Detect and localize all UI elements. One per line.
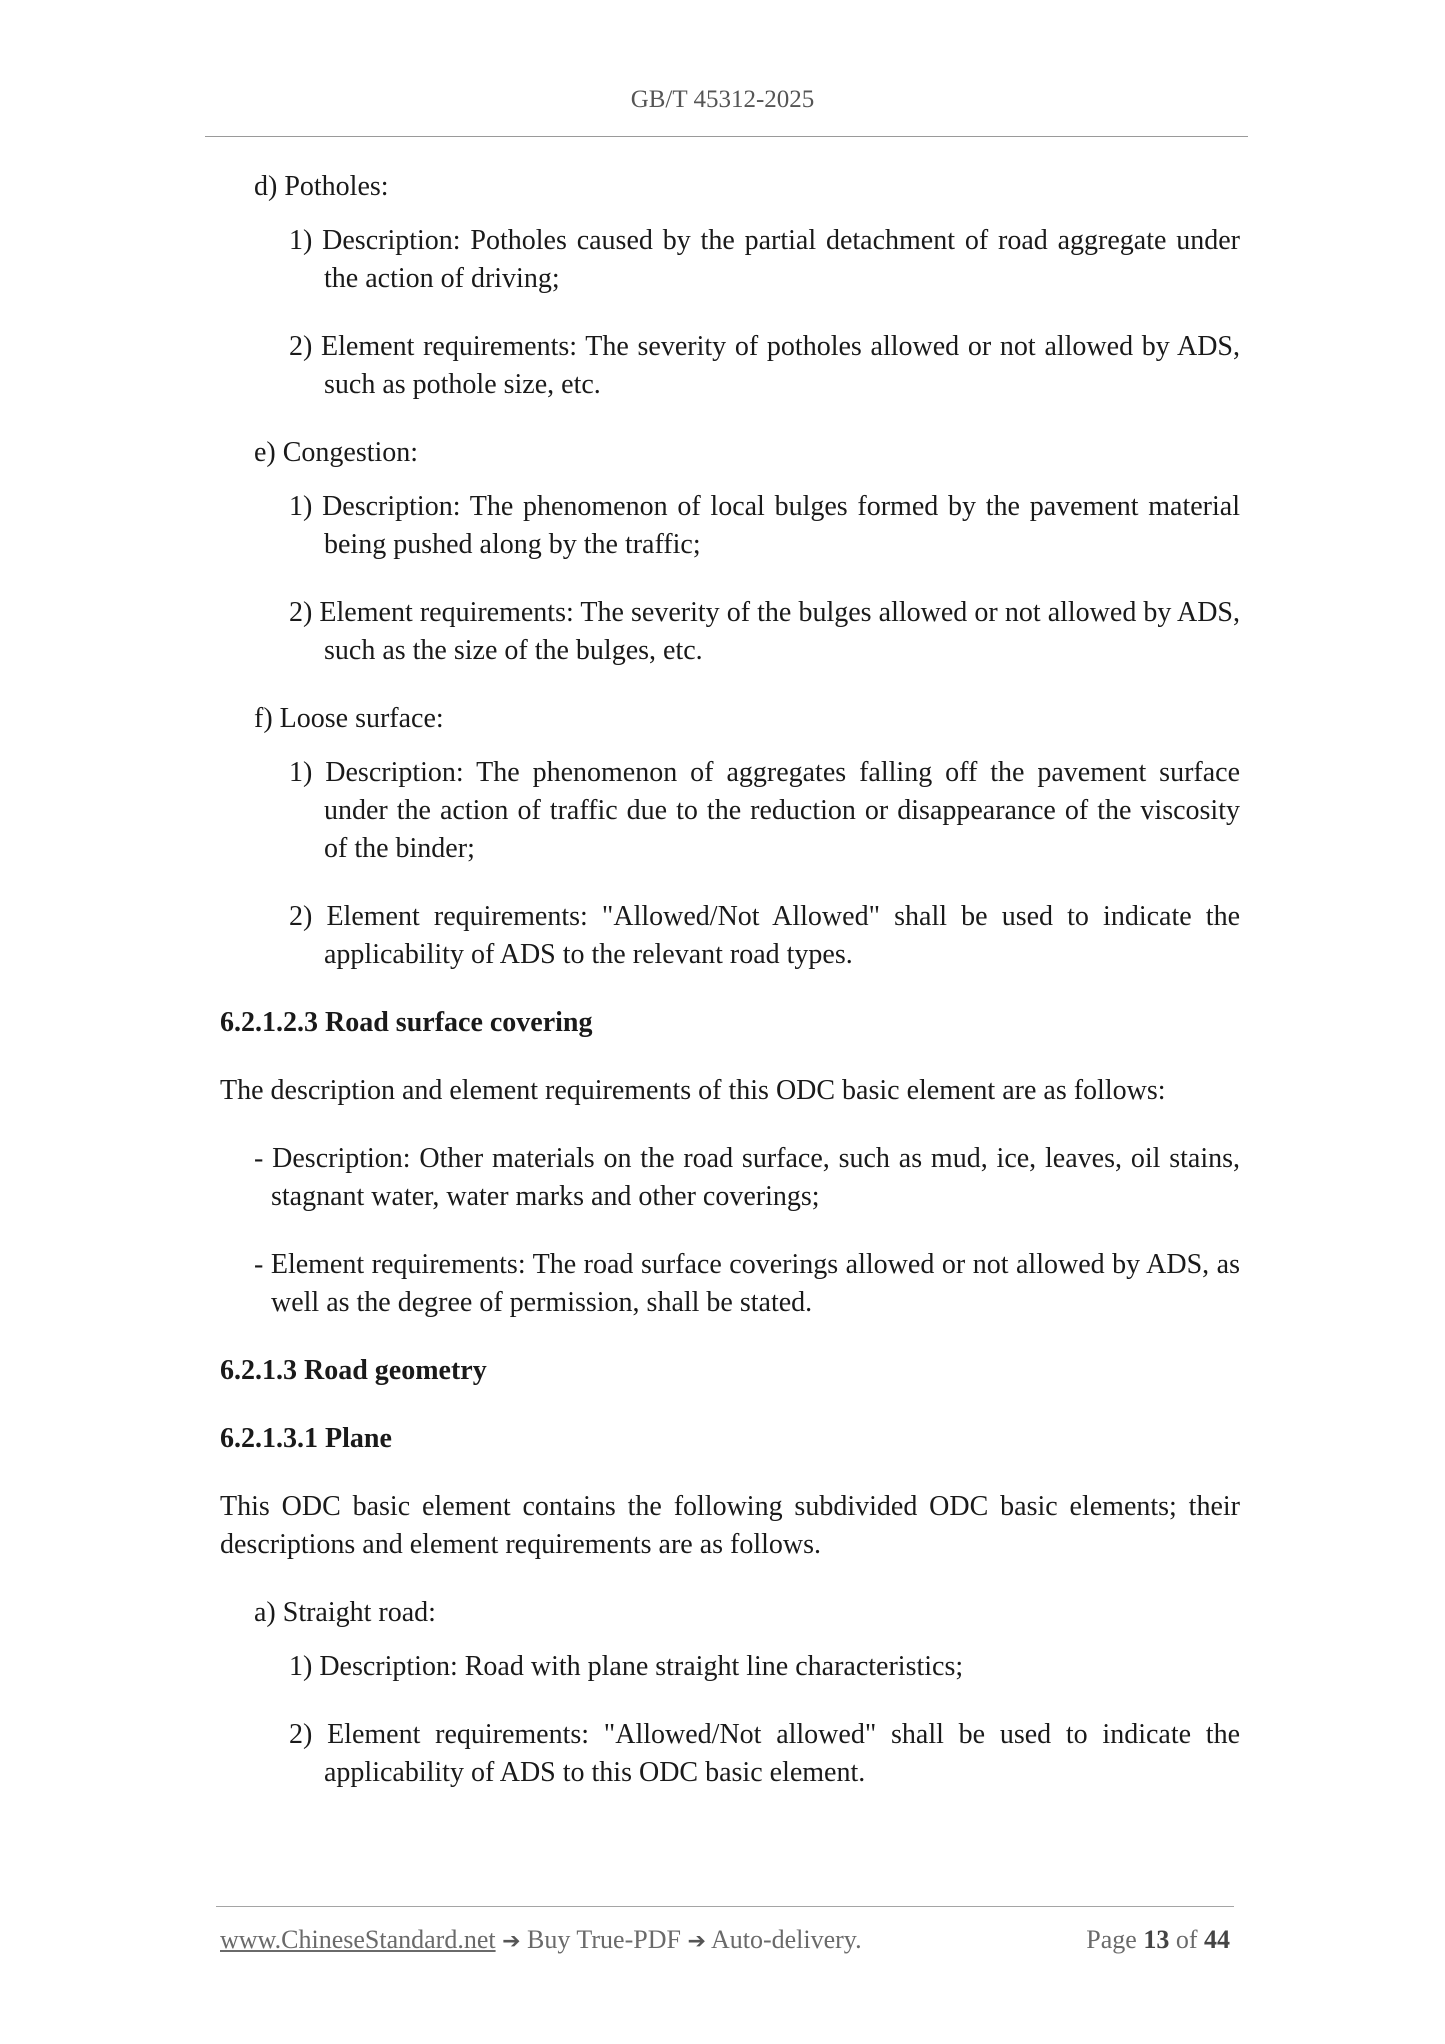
congestion-description: 1) Description: The phenomenon of local bulges formed by the pavement material being pushed along by the traffic; <box>289 491 1240 560</box>
congestion-title: e) Congestion: <box>254 437 419 468</box>
congestion-requirements: 2) Element requirements: The severity of the bulges allowed or not allowed by ADS, such as the size of the bulges, etc. <box>289 597 1240 666</box>
footer-divider <box>216 1906 1234 1907</box>
potholes-description: 1) Description: Potholes caused by the partial detachment of road aggregate under the action of driving; <box>289 225 1240 294</box>
road-surface-covering-description: - Description: Other materials on the road surface, such as mud, ice, leaves, oil stains, stagnant water, water marks and other coverings; <box>254 1143 1240 1212</box>
section-heading-plane: 6.2.1.3.1 Plane <box>220 1423 392 1454</box>
road-surface-covering-requirements: - Element requirements: The road surface coverings allowed or not allowed by ADS, as well as the degree of permission, shall be stated. <box>254 1249 1240 1318</box>
potholes-title: d) Potholes: <box>254 171 389 202</box>
straight-road-title: a) Straight road: <box>254 1597 436 1628</box>
plane-intro: This ODC basic element contains the following subdivided ODC basic elements; their descriptions and element requirements are as follows. <box>220 1491 1240 1560</box>
of-word: of <box>1175 1925 1198 1954</box>
loose-surface-title: f) Loose surface: <box>254 703 444 734</box>
header-standard-code: GB/T 45312-2025 <box>630 86 815 113</box>
section-heading-road-surface-covering: 6.2.1.2.3 Road surface covering <box>220 1007 593 1038</box>
page-content <box>220 168 1240 1792</box>
page-word: Page <box>1086 1925 1137 1954</box>
header-divider <box>205 136 1248 137</box>
loose-surface-description: 1) Description: The phenomenon of aggregates falling off the pavement surface under the action of traffic due to the reduction or disappearance of the viscosity of the binder; <box>289 757 1240 864</box>
straight-road-requirements: 2) Element requirements: "Allowed/Not allowed" shall be used to indicate the applicability of ADS to this ODC basic element. <box>289 1719 1240 1788</box>
section-heading-road-geometry: 6.2.1.3 Road geometry <box>220 1355 487 1386</box>
page-number <box>1086 1922 1230 1958</box>
loose-surface-requirements: 2) Element requirements: "Allowed/Not Allowed" shall be used to indicate the applicability of ADS to the relevant road types. <box>289 901 1240 970</box>
delivery-text: Auto-delivery. <box>710 1925 862 1954</box>
page-total: 44 <box>1204 1925 1230 1954</box>
road-surface-covering-intro: The description and element requirements of this ODC basic element are as follows: <box>220 1075 1166 1106</box>
buy-text: Buy True-PDF <box>527 1925 681 1954</box>
site-link[interactable]: www.ChineseStandard.net <box>220 1925 496 1954</box>
potholes-requirements: 2) Element requirements: The severity of potholes allowed or not allowed by ADS, such as pothole size, etc. <box>289 331 1240 400</box>
footer-promo <box>220 1922 862 1960</box>
straight-road-description: 1) Description: Road with plane straight line characteristics; <box>289 1651 964 1682</box>
page-current: 13 <box>1143 1925 1170 1954</box>
arrow-right-icon: ➔ <box>502 1929 521 1954</box>
arrow-right-icon: ➔ <box>687 1929 706 1954</box>
